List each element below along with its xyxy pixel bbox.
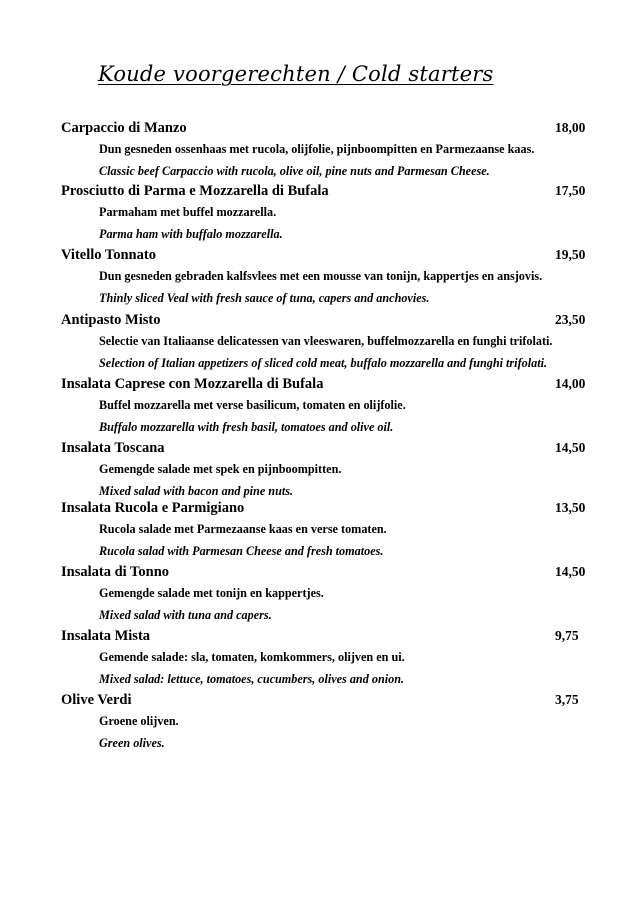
dish-description-english: Buffalo mozzarella with fresh basil, tomatoes and olive oil. [99, 420, 394, 434]
dish-description-dutch: Selectie van Italiaanse delicatessen van vleeswaren, buffelmozzarella en funghi trifolati. [99, 334, 553, 348]
dish-name: Insalata Rucola e Parmigiano [61, 500, 245, 516]
dish-name: Insalata Mista [61, 628, 151, 644]
dish-description-dutch: Gemengde salade met spek en pijnboompitten. [99, 462, 342, 476]
dish-description-english: Mixed salad: lettuce, tomatoes, cucumbers, olives and onion. [99, 672, 405, 686]
dish-price: 14,50 [555, 440, 586, 455]
page-title: Koude voorgerechten / Cold starters [98, 62, 494, 86]
dish-price: 3,75 [555, 692, 579, 707]
dish-price: 23,50 [555, 312, 586, 327]
dish-description-english: Classic beef Carpaccio with rucola, olive oil, pine nuts and Parmesan Cheese. [99, 164, 490, 178]
dish-description-dutch: Dun gesneden ossenhaas met rucola, olijfolie, pijnboompitten en Parmezaanse kaas. [99, 142, 535, 156]
dish-description-english: Green olives. [99, 736, 165, 750]
dish-description-dutch: Buffel mozzarella met verse basilicum, tomaten en olijfolie. [99, 398, 406, 412]
dish-description-dutch: Gemende salade: sla, tomaten, komkommers, olijven en ui. [99, 650, 405, 664]
dish-description-english: Mixed salad with bacon and pine nuts. [99, 484, 294, 498]
dish-name: Carpaccio di Manzo [61, 120, 187, 136]
dish-description-english: Rucola salad with Parmesan Cheese and fresh tomatoes. [99, 544, 384, 558]
dish-description-english: Thinly sliced Veal with fresh sauce of tuna, capers and anchovies. [99, 291, 430, 305]
dish-description-dutch: Gemengde salade met tonijn en kappertjes. [99, 586, 324, 600]
dish-price: 17,50 [555, 183, 586, 198]
dish-price: 14,00 [555, 376, 586, 391]
dish-name: Insalata Toscana [61, 440, 165, 456]
dish-name: Insalata di Tonno [61, 564, 170, 580]
dish-price: 18,00 [555, 120, 586, 135]
dish-name: Olive Verdi [61, 692, 132, 708]
dish-description-english: Mixed salad with tuna and capers. [99, 608, 272, 622]
dish-description-dutch: Rucola salade met Parmezaanse kaas en verse tomaten. [99, 522, 387, 536]
dish-price: 14,50 [555, 564, 586, 579]
dish-price: 13,50 [555, 500, 586, 515]
dish-name: Antipasto Misto [61, 312, 161, 328]
dish-price: 19,50 [555, 247, 586, 262]
dish-name: Prosciutto di Parma e Mozzarella di Bufala [61, 183, 329, 199]
dish-description-dutch: Parmaham met buffel mozzarella. [99, 205, 277, 219]
dish-name: Insalata Caprese con Mozzarella di Bufala [61, 376, 324, 392]
dish-description-english: Selection of Italian appetizers of sliced cold meat, buffalo mozzarella and funghi trifolati. [99, 356, 548, 370]
dish-description-english: Parma ham with buffalo mozzarella. [99, 227, 283, 241]
dish-description-dutch: Dun gesneden gebraden kalfsvlees met een mousse van tonijn, kappertjes en ansjovis. [99, 269, 543, 283]
dish-price: 9,75 [555, 628, 579, 643]
dish-description-dutch: Groene olijven. [99, 714, 179, 728]
dish-name: Vitello Tonnato [61, 247, 156, 263]
